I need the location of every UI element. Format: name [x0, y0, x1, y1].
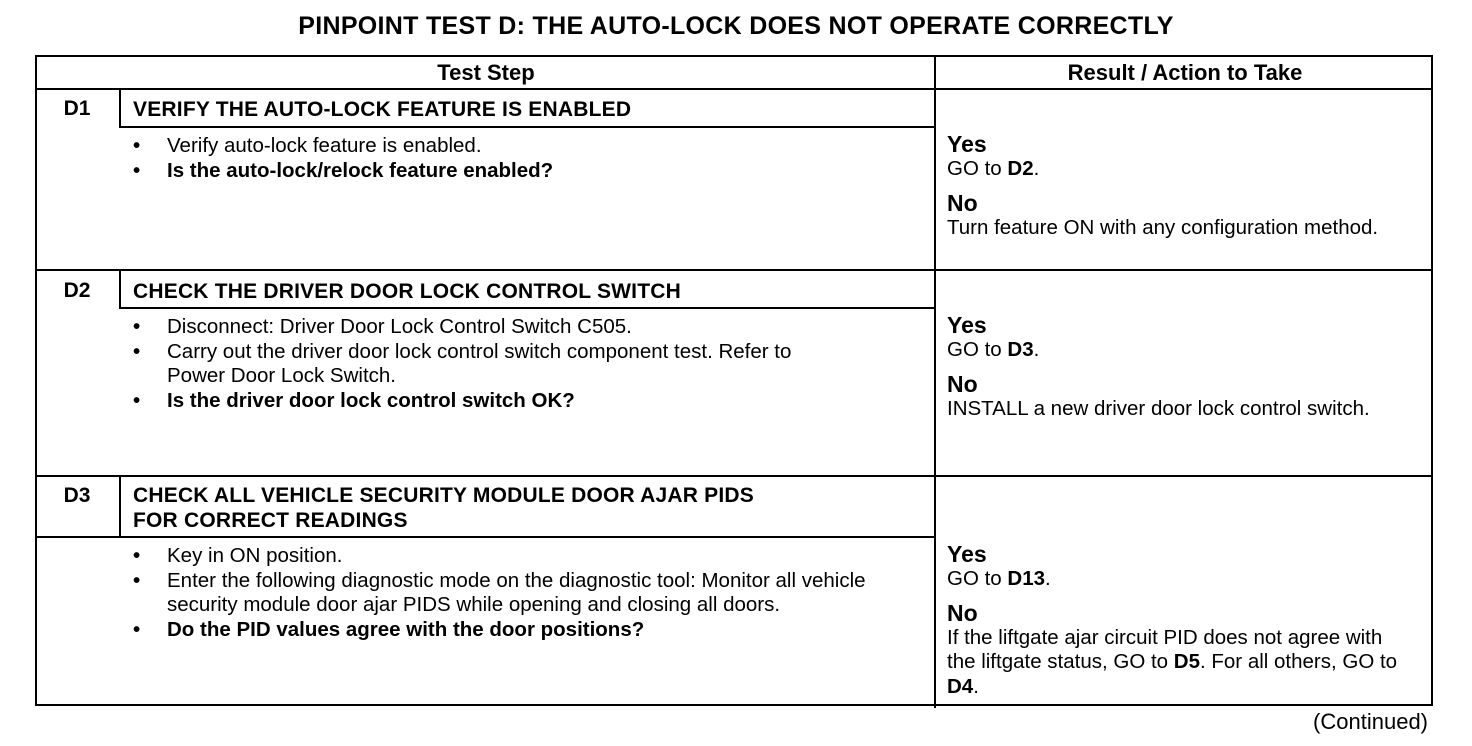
bullet-text: Is the driver door lock control switch OK? [167, 388, 575, 412]
result-no-target: D4 [947, 674, 974, 698]
step-id-divider-d2 [119, 271, 121, 308]
result-yes-label: Yes [947, 312, 987, 338]
step-title-d1 [133, 97, 923, 122]
step-title-d3 [133, 483, 923, 533]
bullet-dot: • [133, 617, 141, 641]
bullet-dot: • [133, 134, 141, 157]
result-no-action [947, 626, 1407, 700]
result-yes-suffix: . [1045, 567, 1051, 590]
result-yes-text: GO to [947, 338, 1008, 361]
bullet-item [129, 315, 849, 340]
step-title-d2 [133, 279, 923, 304]
step-title-line: CHECK THE DRIVER DOOR LOCK CONTROL SWITCH [133, 280, 681, 303]
bullet-dot: • [133, 339, 141, 363]
column-divider [934, 57, 936, 708]
bullet-item [129, 544, 909, 569]
bullet-dot: • [133, 544, 141, 567]
step-title-divider-d3 [37, 536, 934, 538]
bullet-text: Do the PID values agree with the door positions? [167, 617, 645, 641]
bullet-item [129, 340, 849, 389]
bullet-text: Carry out the driver door lock control switch component test. Refer to Power Door Lock Switch. [167, 339, 792, 387]
result-no-action: Turn feature ON with any configuration method. [947, 215, 1379, 239]
result-no-label: No [947, 599, 978, 626]
step-bullets-d3 [129, 544, 909, 642]
header-test-step: Test Step [437, 60, 535, 85]
row-divider-d2-d3 [37, 475, 1433, 477]
result-yes-text: GO to [947, 567, 1008, 590]
result-no-text: If the liftgate ajar circuit PID does not agree with the liftgate status, GO to [947, 625, 1383, 673]
result-no-label: No [947, 189, 978, 216]
bullet-item-question [129, 618, 909, 643]
step-title-line: CHECK ALL VEHICLE SECURITY MODULE DOOR AJAR PIDS [133, 484, 754, 507]
step-title-line: VERIFY THE AUTO-LOCK FEATURE IS ENABLED [133, 98, 632, 121]
bullet-item-question [129, 389, 849, 414]
step-title-line: FOR CORRECT READINGS [133, 509, 408, 532]
result-yes-target: D2 [1007, 157, 1034, 180]
bullet-item [129, 134, 919, 159]
step-id-d3: D3 [63, 484, 91, 507]
result-d2 [947, 312, 1417, 429]
row-divider-d1-d2 [37, 269, 1433, 271]
result-no-target: D5 [1173, 650, 1200, 673]
result-d3 [947, 541, 1407, 707]
result-d1 [947, 131, 1417, 248]
bullet-item-question [129, 159, 919, 184]
result-no-action: INSTALL a new driver door lock control switch. [947, 396, 1370, 420]
result-yes-action [947, 567, 1407, 592]
bullet-text: Key in ON position. [167, 544, 343, 567]
bullet-text: Is the auto-lock/relock feature enabled? [167, 158, 554, 182]
step-bullets-d1 [129, 134, 919, 183]
header-result-action: Result / Action to Take [1067, 60, 1303, 85]
step-id-divider-d3 [119, 477, 121, 537]
bullet-dot: • [133, 388, 141, 412]
step-id-divider-d1 [119, 90, 121, 127]
result-yes-text: GO to [947, 157, 1008, 180]
result-yes-action [947, 157, 1417, 182]
bullet-text: Disconnect: Driver Door Lock Control Switch C505. [167, 315, 632, 338]
step-id-d1: D1 [63, 97, 91, 120]
bullet-dot: • [133, 315, 141, 338]
result-yes-target: D13 [1007, 567, 1045, 590]
result-yes-target: D3 [1007, 338, 1034, 361]
result-no-label: No [947, 370, 978, 397]
result-yes-suffix: . [1033, 157, 1040, 180]
bullet-text: Enter the following diagnostic mode on the diagnostic tool: Monitor all vehicle security module door ajar PIDS while opening and closing all doors. [167, 568, 866, 616]
result-yes-label: Yes [947, 131, 987, 157]
result-no-suffix: . [973, 674, 979, 698]
header-divider [37, 88, 1433, 90]
result-yes-action [947, 338, 1417, 363]
step-bullets-d2 [129, 315, 849, 413]
step-title-divider-d1 [119, 126, 934, 128]
page-title: PINPOINT TEST D: THE AUTO-LOCK DOES NOT OPERATE CORRECTLY [298, 12, 1174, 40]
result-yes-suffix: . [1033, 338, 1040, 361]
test-table [35, 55, 1433, 706]
bullet-item [129, 569, 909, 618]
result-yes-label: Yes [947, 541, 987, 567]
bullet-text: Verify auto-lock feature is enabled. [167, 134, 482, 157]
continued-note: (Continued) [1313, 709, 1428, 734]
result-no-text: . For all others, GO to [1199, 650, 1398, 673]
step-id-d2: D2 [63, 279, 91, 302]
bullet-dot: • [133, 568, 141, 592]
bullet-dot: • [133, 158, 141, 182]
step-title-divider-d2 [119, 307, 934, 309]
